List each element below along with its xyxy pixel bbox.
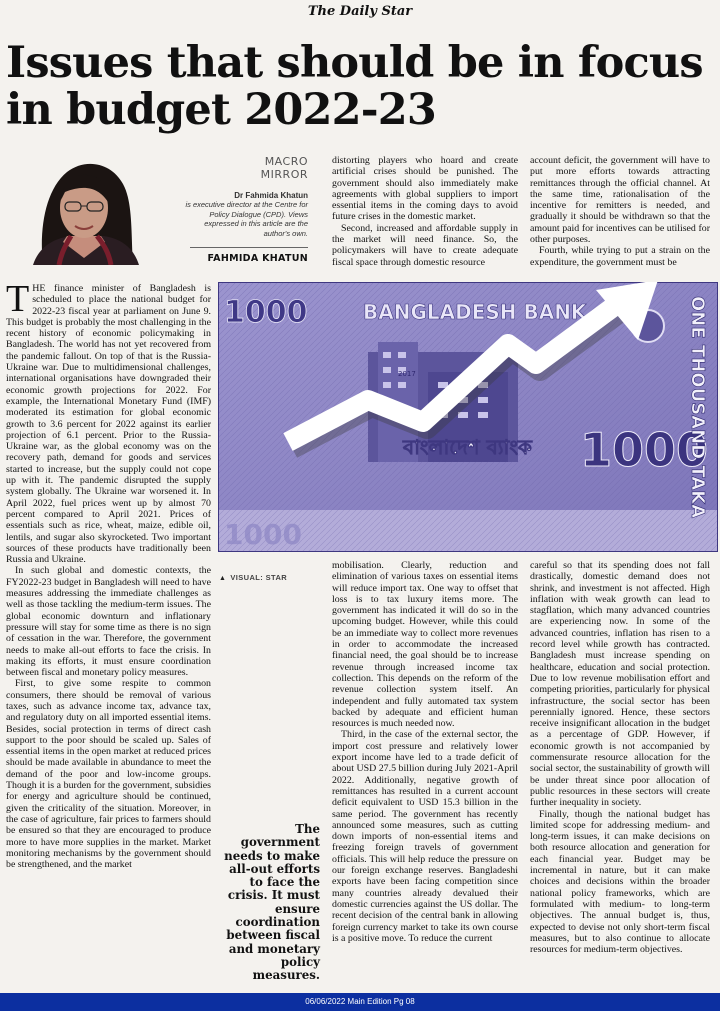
paragraph: Finally, though the national budget has limited scope for addressing medium- and long-term issues, it can make decisions on both resource allocation and generation for each financial year. Budget may be incremental in nature, but it can make choices and decisions within the broader national policy frameworks, which are formulated with medium- to long-term objectives. The annual budget is, thus, expected to devise not only short-term fiscal measures, but to also continue to allocate resources for medium-term objectives. bbox=[530, 808, 710, 956]
paragraph: First, to give some respite to common consumers, there should be removal of various taxes, such as advance income tax, advance tax, and regulatory duty on all imported essential items. Besides, social protection in terms of direct cash support to the poor should be scaled up. Sales of essential items in the open market at reduced prices should be made available in abundance to meet the demand of the poor and low-income groups. Though it is a burden for the government, subsidies for energy and agriculture should be continued, given the criticality of the situation. Moreover, in the case of agriculture, fair prices to farmers should be ensured so that they are encouraged to produce more to have more supplies in the market. Market monitoring mechanisms by the government should be strengthened, and the market bbox=[6, 678, 211, 871]
banknote-year: 2017 bbox=[398, 370, 416, 378]
headline: Issues that should be in focus in budget 2022-23 bbox=[6, 38, 703, 135]
banknote-lower-value: 1000 bbox=[224, 518, 302, 551]
paragraph: Third, in the case of the external sector, the import cost pressure and relatively lower export income have led to a trade deficit of about USD 27.5 billion during July 2021-April 2022. Additionally, negative growth of remittances has resulted in a current account deficit equivalent to USD 15.3 billion in the same period. The government has recently announced some measures, such as cutting down imports of non-essential items and freezing foreign travels of government officials. This will help reduce the pressure on our foreign exchange reserves. Bangladeshi exports have been facing competition since many countries already devalued their domestic currencies against the US dollar. The recent decision of the central bank in allowing foreign currency market to take its own course is a positive move. To reduce the current bbox=[332, 729, 518, 944]
banknote-corner-value: 1000 bbox=[224, 295, 308, 330]
column-name-2: MIRROR bbox=[260, 168, 308, 181]
banknote-bank-name: BANGLADESH BANK bbox=[363, 300, 587, 324]
column-2-bottom bbox=[332, 560, 518, 990]
visual-credit: ▲ VISUAL: STAR bbox=[219, 573, 288, 582]
banknote-bank-name-bangla: বাংলাদেশ ব্যাংক bbox=[403, 435, 532, 459]
column-3-top bbox=[530, 155, 710, 275]
paragraph: account deficit, the government will have to put more efforts towards attracting remittances through the official channel. At the same time, rationalisation of the incentive for remitters is needed, and gradually it should be withdrawn so that the amount paid for incentives can be utilised for other purposes. bbox=[530, 155, 710, 246]
paragraph: In such global and domestic contexts, the FY2022-23 budget in Bangladesh will need to have measures addressing the immediate challenges as well as those tackling the medium-term issues. The global economic downturn and inflationary pressure will stay for some time as there is no sign of cessation in the war. Therefore, the government needs to make all-out efforts to face the crisis. In making its efforts, it must ensure coordination between fiscal and monetary policy measures. bbox=[6, 565, 211, 679]
paragraph: Second, increased and affordable supply in the market will need finance. So, the policymakers will have to create adequate fiscal space through domestic resource bbox=[332, 222, 518, 268]
column-info bbox=[180, 155, 308, 238]
paragraph: Fourth, while trying to put a strain on the expenditure, the government must be bbox=[530, 245, 710, 268]
edition-footer: 06/06/2022 Main Edition Pg 08 bbox=[0, 993, 720, 1011]
byline-divider bbox=[190, 247, 308, 248]
banknote-illustration bbox=[218, 282, 718, 552]
paragraph-lead: THE finance minister of Bangladesh is scheduled to place the national budget for 2022-23 fiscal year at parliament on June 9. This budget is probably the most challenging in the recent history of economic policymaking in Bangladesh. The world has not yet recovered from the pandemic fallout. On top of that is the Russia-Ukraine war. Due to multidimensional challenges, international organisations have downgraded their economic growth projections for 2022. For example, the International Monetary Fund (IMF) moderated its estimation for global economic growth to 3.6 percent for 2022 against its earlier projection of 6.1 percent. Prior to the Russia-Ukraine war, as the global economy was on the recovery path, demand for goods and services started to increase, but the supply could not cope up with it. The pandemic disrupted the supply system globally. The Ukraine war worsened it. In April 2022, fuel prices went up by almost 70 percent compared to April 2021. Prices of essentials such as rice, wheat, maize, edible oil, lentils, and sugar also skyrocketed. Two important sources of these products have traditionally been Russia and Ukraine. bbox=[6, 283, 211, 566]
paragraph: mobilisation. Clearly, reduction and elimination of various taxes on essential items will reduce import tax. One way to offset that loss is to tax luxury items more. The government has indicated it will do so in the upcoming budget. However, while this could be an immediate way to collect more revenues in order to accommodate the increased financial need, the goal should be to increase revenue through increased income tax collection. This depends on the reform of the revenue collection system itself. An independent and fully automated tax system backed by adequate and efficient human resources is much needed now. bbox=[332, 560, 518, 730]
masthead-logo: The Daily Star bbox=[307, 4, 413, 19]
drop-cap: T bbox=[6, 283, 30, 320]
paragraph: careful so that its spending does not fall drastically, domestic demand does not shrink, and investment is not affected. High inflation with weak growth can lead to stagflation, which many advanced countries are experiencing now. In some of the advanced countries, inflation has risen to a record level while growth has contracted. Bangladesh must increase spending on healthcare, education and social protection. Due to low revenue mobilisation effort and competing priorities, particularly for physical infrastructure, the social sector has been perennially ignored. Hence, these sectors receive insignificant allocation in the budget as a percentage of GDP. However, if economic growth is not accompanied by commensurate resource allocation for the social sector, the sustainability of growth will be under threat since poor allocation of public resources in these sectors will create further inequality in society. bbox=[530, 560, 710, 809]
byline: FAHMIDA KHATUN bbox=[207, 253, 308, 264]
column-2-top bbox=[332, 155, 518, 275]
author-bio-name: Dr Fahmida Khatun bbox=[234, 191, 308, 200]
column-name: MACRO bbox=[264, 155, 308, 168]
paragraph: distorting players who hoard and create artificial crises should be punished. The government should also immediately make agreements with global suppliers to import essential items in the coming days to avoid future crises in the domestic market. bbox=[332, 155, 518, 223]
triangle-icon: ▲ bbox=[219, 575, 227, 582]
author-bio: is executive director at the Centre for Policy Dialogue (CPD). Views expressed in this article are the author's own. bbox=[185, 200, 308, 238]
banknote-side-text: ONE THOUSAND TAKA bbox=[687, 296, 708, 519]
column-1 bbox=[6, 283, 211, 988]
banknote-denomination: 1000 bbox=[580, 423, 709, 477]
column-3-bottom bbox=[530, 560, 710, 990]
pull-quote: The government needs to make all-out efforts to face the crisis. It must ensure coordination between fiscal and monetary policy measures. bbox=[224, 822, 320, 983]
author-photo bbox=[15, 150, 153, 265]
